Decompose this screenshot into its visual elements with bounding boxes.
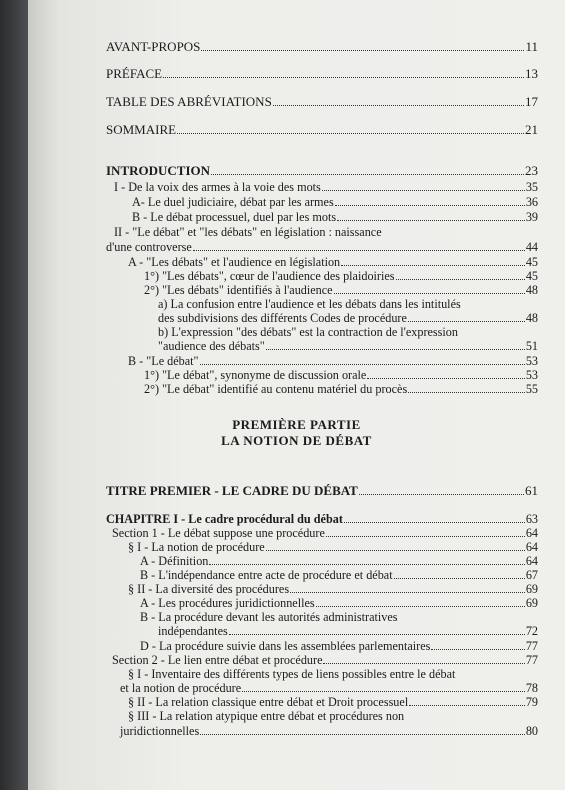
toc-entry-text: b) L'expression "des débats" est la contraction de l'expression: [158, 325, 458, 339]
toc-entry: B - L'indépendance entre acte de procédure et débat 67: [140, 568, 538, 582]
toc-entry-title: TITRE PREMIER - LE CADRE DU DÉBAT 61: [106, 483, 538, 498]
toc-entry: § II - La relation classique entre débat et Droit processuel 79: [128, 695, 538, 709]
toc-entry: I - De la voix des armes à la voie des mots 35: [114, 180, 538, 194]
toc-entry: des subdivisions des différents Codes de procédure 48: [158, 311, 538, 325]
toc-entry: A - Les procédures juridictionnelles 69: [140, 596, 538, 610]
part-title: PREMIÈRE PARTIE: [232, 417, 361, 432]
toc-entry: B - "Le débat" 53: [128, 354, 538, 368]
toc-entry-text: § I - Inventaire des différents types de liens possibles entre le débat: [128, 667, 456, 681]
toc-entry-text: B - La procédure devant les autorités administratives: [140, 610, 398, 624]
part-subtitle: LA NOTION DE DÉBAT: [221, 433, 372, 448]
toc-entry: "audience des débats" 51: [158, 339, 538, 353]
toc-entry: juridictionnelles 80: [120, 724, 538, 738]
toc-entry: § I - La notion de procédure 64: [128, 540, 538, 554]
toc-entry: 1°) "Le débat", synonyme de discussion orale 53: [144, 368, 538, 382]
toc-entry: AVANT-PROPOS 11: [106, 39, 538, 54]
book-page: [28, 0, 565, 790]
toc-entry: d'une controverse 44: [106, 240, 538, 254]
toc-entry-text: II - "Le débat" et "les débats" en législation : naissance: [114, 225, 382, 239]
toc-entry-text: a) La confusion entre l'audience et les débats dans les intitulés: [158, 297, 461, 311]
toc-entry-text: § III - La relation atypique entre débat et procédures non: [128, 709, 405, 723]
toc-entry-chapter: CHAPITRE I - Le cadre procédural du débat 63: [106, 512, 538, 526]
toc-entry: Section 1 - Le débat suppose une procédure 64: [112, 526, 538, 540]
toc-entry: PRÉFACE 13: [106, 66, 538, 81]
toc-entry: D - La procédure suivie dans les assemblées parlementaires 77: [140, 639, 538, 653]
toc-entry: et la notion de procédure 78: [120, 681, 538, 695]
toc-entry-introduction: INTRODUCTION 23: [106, 163, 538, 178]
toc-entry: 1°) "Les débats", cœur de l'audience des plaidoiries 45: [144, 269, 538, 283]
toc-entry: SOMMAIRE 21: [106, 122, 538, 137]
toc-entry: B - Le débat processuel, duel par les mots 39: [132, 210, 538, 224]
toc-entry: 2°) "Le débat" identifié au contenu matériel du procès 55: [144, 382, 538, 396]
toc-entry: A - Définition 64: [140, 554, 538, 568]
toc-entry: A- Le duel judiciaire, débat par les armes 36: [132, 195, 538, 209]
toc-entry: A - "Les débats" et l'audience en législation 45: [128, 255, 538, 269]
toc-entry: 2°) "Les débats" identifiés à l'audience 48: [144, 283, 538, 297]
toc-entry: indépendantes 72: [158, 624, 538, 638]
toc-entry: § II - La diversité des procédures 69: [128, 582, 538, 596]
toc-entry: TABLE DES ABRÉVIATIONS 17: [106, 94, 538, 109]
toc-entry: Section 2 - Le lien entre débat et procédure 77: [112, 653, 538, 667]
